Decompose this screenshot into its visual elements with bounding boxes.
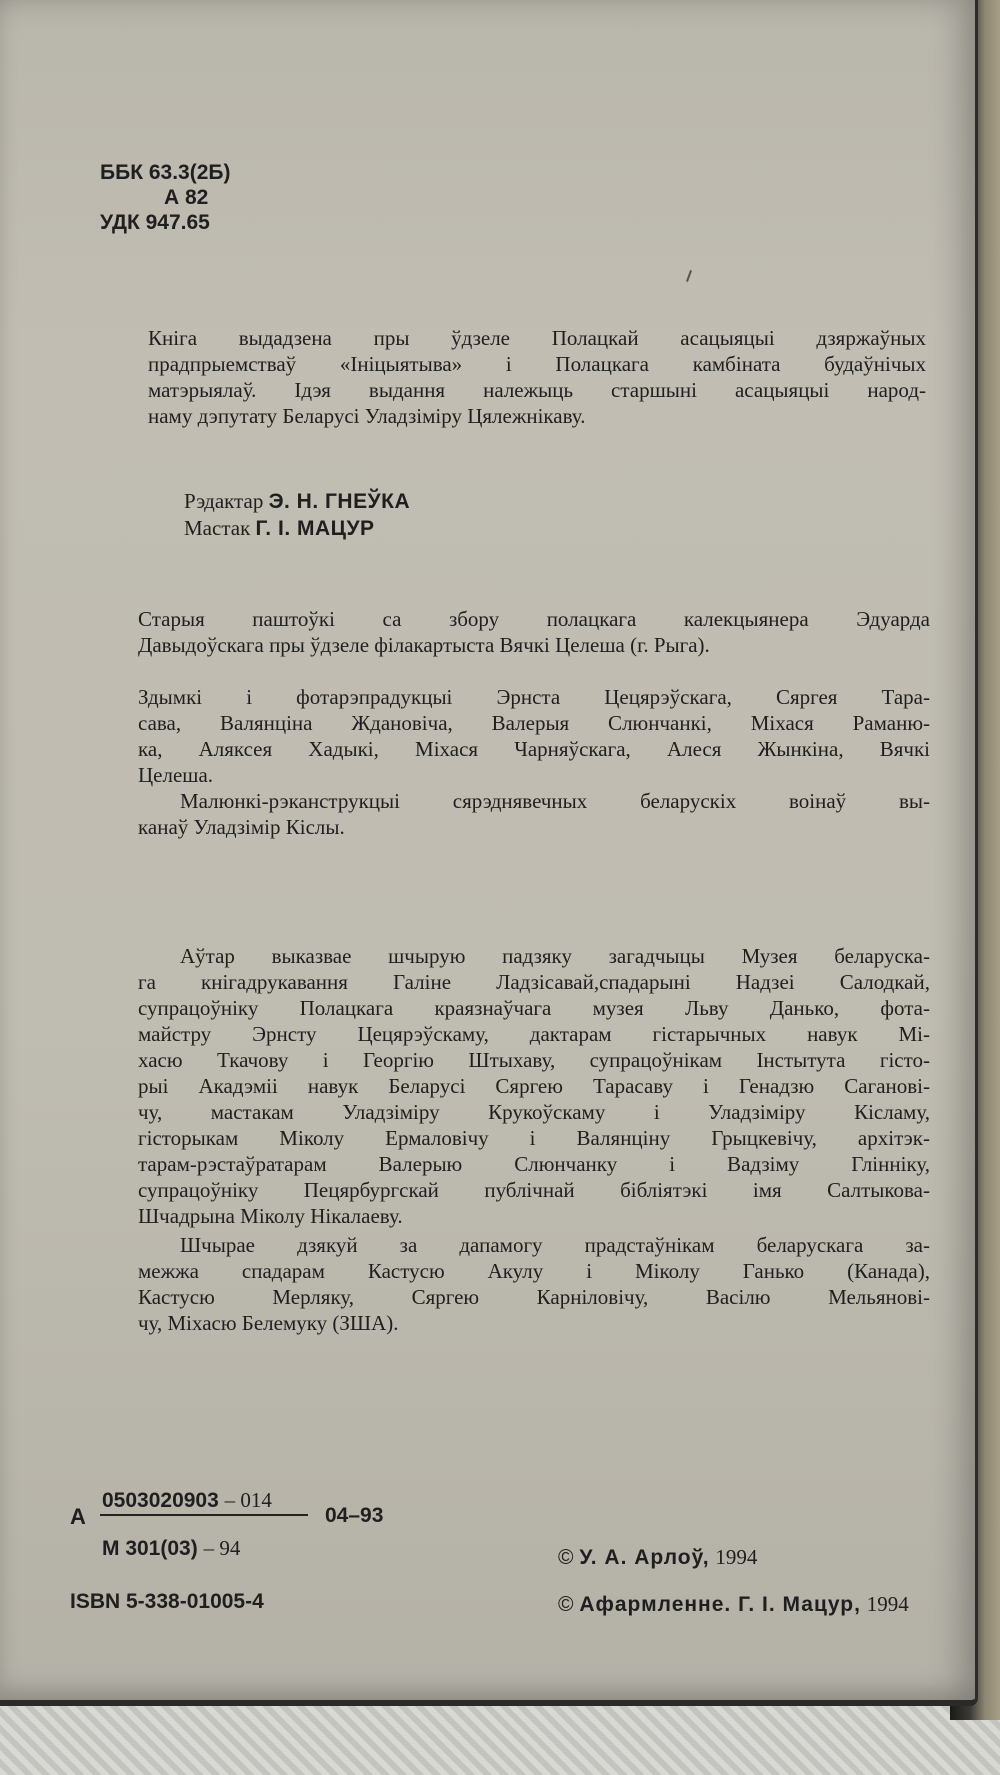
text-line: супрацоўніку Пецярбургскай публічнай бібліятэкі імя Салтыкова- [138, 1178, 930, 1202]
sponsor-paragraph [148, 325, 926, 429]
copyright-author [558, 1545, 757, 1570]
imprint-code-top [102, 1488, 272, 1513]
isbn: ISBN 5-338-01005-4 [70, 1590, 264, 1613]
imprint-letter: А [70, 1504, 86, 1529]
imprint-code-bottom [102, 1536, 240, 1561]
copyright-year: 1994 [715, 1545, 758, 1569]
text-line: га кнігадрукавання Галіне Ладзісавай,спадарыні Надзеі Салодкай, [138, 970, 930, 994]
fraction-rule [100, 1514, 308, 1516]
code-bottom-suffix: – 94 [203, 1536, 241, 1560]
artist-name: Г. І. МАЦУР [255, 517, 375, 540]
copyright-symbol: © [558, 1593, 574, 1616]
text-line: матэрыялаў. Ідэя выдання належыць старшыні асацыяцыі народ- [148, 378, 926, 402]
text-line: Шчырае дзякуй за дапамогу прадстаўнікам беларускага за- [180, 1233, 930, 1257]
code-bottom-number: М 301(03) [102, 1537, 198, 1560]
udk-code: УДК 947.65 [100, 211, 210, 234]
copyright-design [558, 1592, 909, 1617]
credits-block [184, 488, 410, 542]
text-line: ка, Аляксея Хадыкі, Міхася Чарняўскага, Алеся Жынкіна, Вячкі [138, 737, 930, 761]
text-line: Кніга выдадзена пры ўдзеле Полацкай асацыяцыі дзяржаўных [148, 326, 926, 350]
copyright-year: 1994 [866, 1592, 909, 1616]
code-top-number: 0503020903 [102, 1489, 219, 1512]
text-line: Старыя паштоўкі са збору полацкага калекцыянера Эдуарда [138, 607, 930, 631]
artist-role: Мастак [184, 516, 251, 540]
text-line: Шчадрына Міколу Нікалаеву. [138, 1204, 403, 1228]
text-line: прадпрыемстваў «Ініцыятыва» і Полацкага камбіната будаўнічых [148, 352, 926, 376]
copyright-holder: У. А. Арлоў, [579, 1546, 710, 1569]
drawings-paragraph [138, 788, 930, 840]
text-line: Кастусю Мерляку, Сяргею Карніловічу, Васілю Мельяновi- [138, 1285, 930, 1309]
text-line: Давыдоўскага пры ўдзеле філакартыста Вячкі Целеша (г. Рыга). [138, 633, 710, 657]
text-line: чу, мастакам Уладзіміру Крукоўскаму і Уладзіміру Кісламу, [138, 1100, 930, 1124]
editor-line [184, 488, 410, 515]
classification-block [100, 160, 230, 235]
copyright-symbol: © [558, 1546, 574, 1569]
editor-role: Рэдактар [184, 489, 264, 513]
postcards-paragraph [138, 606, 930, 658]
imprint-issue: 04–93 [325, 1504, 384, 1527]
text-line: Здымкі і фотарэпрадукцыі Эрнста Цецярэўскага, Сяргея Тара- [138, 685, 930, 709]
thanks-abroad-paragraph [138, 1232, 930, 1336]
code-top-suffix: – 014 [224, 1488, 272, 1512]
author-mark: А 82 [164, 186, 209, 209]
copyright-holder: Афармленне. Г. І. Мацур, [579, 1593, 861, 1616]
text-line: чу, Міхасю Белемуку (ЗША). [138, 1311, 399, 1335]
text-line: супрацоўніку Полацкага краязнаўчага музея Льву Данько, фота- [138, 996, 930, 1020]
text-line: сава, Валянціна Ждановіча, Валерыя Слюнчанкі, Міхася Раманю- [138, 711, 930, 735]
bbk-code: ББК 63.3(2Б) [100, 161, 231, 184]
photos-paragraph [138, 684, 930, 788]
pencil-mark [686, 270, 692, 282]
text-line: Малюнкі-рэканструкцыі сярэднявечных беларускіх воінаў вы- [180, 789, 930, 813]
text-line: канаў Уладзімір Кіслы. [138, 815, 345, 839]
text-line: рыі Акадэміі навук Беларусі Сяргею Тарасаву і Генадзю Сагановi- [138, 1074, 930, 1098]
text-line: хасю Ткачову і Георгію Штыхаву, супрацоўнікам Інстытута гісто- [138, 1048, 930, 1072]
text-line: Аўтар выказвае шчырую падзяку загадчыцы Музея беларуска- [180, 944, 930, 968]
text-line: майстру Эрнсту Цецярэўскаму, дактарам гістарычных навук Мі- [138, 1022, 930, 1046]
thanks-paragraph [138, 943, 930, 1229]
text-line: гісторыкам Міколу Ермаловічу і Валянціну Грыцкевічу, архітэк- [138, 1126, 930, 1150]
text-line: тарам-рэстаўратарам Валерыю Слюнчанку і Вадзіму Глінніку, [138, 1152, 930, 1176]
text-line: межжа спадарам Кастусю Акулу і Міколу Ганько (Канада), [138, 1259, 930, 1283]
text-line: Целеша. [138, 763, 214, 787]
artist-line [184, 515, 410, 542]
text-line: наму дэпутату Беларусі Уладзіміру Цялежнікаву. [148, 404, 586, 428]
editor-name: Э. Н. ГНЕЎКА [268, 490, 411, 513]
